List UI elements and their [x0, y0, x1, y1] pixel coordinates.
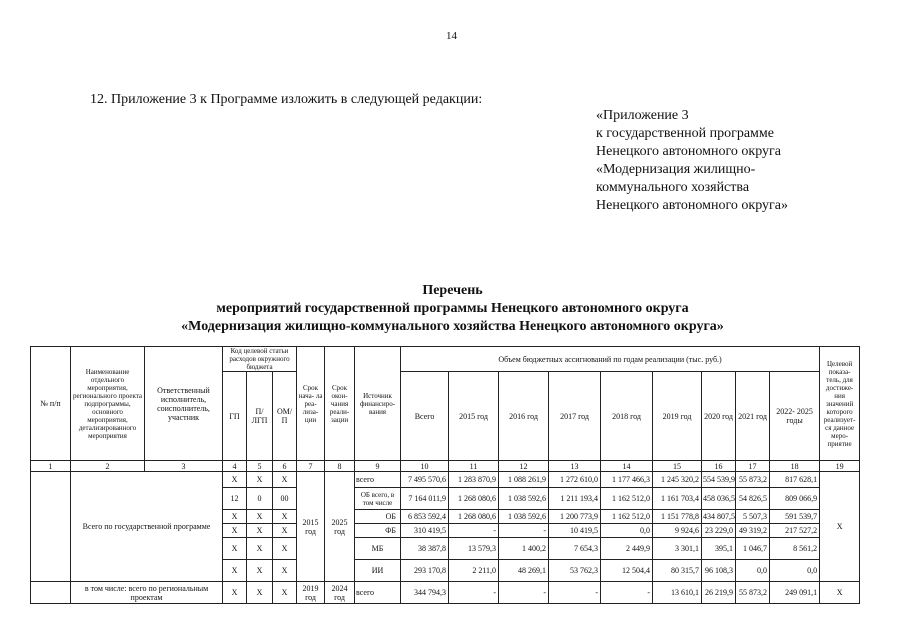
column-number: 9 — [355, 461, 401, 472]
value-cell: 38 387,8 — [401, 538, 449, 560]
pgp-code: X — [247, 538, 273, 560]
value-cell: 2 211,0 — [449, 560, 499, 582]
header-year: 2020 год — [702, 372, 736, 461]
column-number: 6 — [273, 461, 297, 472]
header-year: 2016 год — [499, 372, 549, 461]
value-cell: 1 046,7 — [736, 538, 770, 560]
value-cell: 5 507,3 — [736, 510, 770, 524]
gp-code: X — [223, 472, 247, 488]
end-year: 2024 год — [325, 582, 355, 604]
value-cell: 817 628,1 — [770, 472, 820, 488]
value-cell: 1 177 466,3 — [601, 472, 653, 488]
appendix-line: Ненецкого автономного округа» — [596, 198, 788, 213]
value-cell: 9 924,6 — [653, 524, 702, 538]
value-cell: - — [601, 582, 653, 604]
value-cell: 26 219,9 — [702, 582, 736, 604]
value-cell: 1 400,2 — [499, 538, 549, 560]
funding-source: всего — [355, 472, 401, 488]
target-indicator: X — [820, 472, 860, 582]
value-cell: 249 091,1 — [770, 582, 820, 604]
row-no — [31, 472, 71, 582]
value-cell: 395,1 — [702, 538, 736, 560]
value-cell: 1 283 870,9 — [449, 472, 499, 488]
header-gp: ГП — [223, 372, 247, 461]
value-cell: 809 066,9 — [770, 488, 820, 510]
gp-code: 12 — [223, 488, 247, 510]
table-row — [31, 582, 860, 604]
header-year: 2015 год — [449, 372, 499, 461]
header-end: Срок окон- чания реали- зации — [325, 347, 355, 461]
column-number: 13 — [549, 461, 601, 472]
value-cell: - — [449, 524, 499, 538]
value-cell: 96 108,3 — [702, 560, 736, 582]
value-cell: - — [549, 582, 601, 604]
column-number: 1 — [31, 461, 71, 472]
value-cell: 8 561,2 — [770, 538, 820, 560]
value-cell: 1 161 703,4 — [653, 488, 702, 510]
column-number: 18 — [770, 461, 820, 472]
value-cell: 458 036,5 — [702, 488, 736, 510]
value-cell: 554 539,9 — [702, 472, 736, 488]
value-cell: 344 794,3 — [401, 582, 449, 604]
header-target: Целевой показа- тель, для достиже- ния значений которого реализует- ся данное меро- приятие — [820, 347, 860, 461]
start-year: 2019 год — [297, 582, 325, 604]
value-cell: 1 038 592,6 — [499, 510, 549, 524]
column-number: 17 — [736, 461, 770, 472]
program-total-name: Всего по государственной программе — [71, 472, 223, 582]
omp-code: X — [273, 560, 297, 582]
funding-source: ОБ — [355, 510, 401, 524]
header-year: 2021 год — [736, 372, 770, 461]
start-year: 2015 год — [297, 472, 325, 582]
column-number: 8 — [325, 461, 355, 472]
header-kcsr: Код целевой статьи расходов окружного бюджета — [223, 347, 297, 372]
column-number: 19 — [820, 461, 860, 472]
header-total: Всего — [401, 372, 449, 461]
appendix-line: «Приложение 3 — [596, 108, 689, 123]
value-cell: 1 088 261,9 — [499, 472, 549, 488]
column-number: 12 — [499, 461, 549, 472]
value-cell: 7 495 570,6 — [401, 472, 449, 488]
column-number: 11 — [449, 461, 499, 472]
value-cell: 0,0 — [736, 560, 770, 582]
value-cell: 1 272 610,0 — [549, 472, 601, 488]
regional-projects-name: в том числе: всего по региональным проектам — [71, 582, 223, 604]
value-cell: 217 527,2 — [770, 524, 820, 538]
header-omp: ОМ/ П — [273, 372, 297, 461]
column-number: 3 — [145, 461, 223, 472]
funding-source: всего — [355, 582, 401, 604]
column-number: 2 — [71, 461, 145, 472]
value-cell: 0,0 — [770, 560, 820, 582]
omp-code: X — [273, 582, 297, 604]
gp-code: X — [223, 560, 247, 582]
value-cell: 1 162 512,0 — [601, 488, 653, 510]
numbering-row — [31, 461, 860, 472]
value-cell: 1 211 193,4 — [549, 488, 601, 510]
column-number: 7 — [297, 461, 325, 472]
value-cell: 10 419,5 — [549, 524, 601, 538]
appendix-line: «Модернизация жилищно- — [596, 162, 756, 177]
value-cell: 434 807,5 — [702, 510, 736, 524]
value-cell: 1 245 320,2 — [653, 472, 702, 488]
column-number: 15 — [653, 461, 702, 472]
appendix-line: коммунального хозяйства — [596, 180, 750, 195]
omp-code: X — [273, 538, 297, 560]
column-number: 4 — [223, 461, 247, 472]
header-name: Наименование отдельного мероприятия, регионального проекта подпрограммы, основного мероприятия, детализированного мероприятия — [71, 347, 145, 461]
value-cell: 1 038 592,6 — [499, 488, 549, 510]
funding-source: ИИ — [355, 560, 401, 582]
value-cell: 0,0 — [601, 524, 653, 538]
funding-source: МБ — [355, 538, 401, 560]
pgp-code: X — [247, 472, 273, 488]
gp-code: X — [223, 538, 247, 560]
column-number: 14 — [601, 461, 653, 472]
header-budget: Объем бюджетных ассигнований по годам реализации (тыс. руб.) — [401, 347, 820, 372]
appendix-line: к государственной программе — [596, 126, 774, 141]
value-cell: 293 170,8 — [401, 560, 449, 582]
pgp-code: 0 — [247, 488, 273, 510]
header-year: 2017 год — [549, 372, 601, 461]
column-number: 5 — [247, 461, 273, 472]
header-start: Срок нача- ла реа- лиза- ции — [297, 347, 325, 461]
header-executor: Ответственный исполнитель, соисполнитель, участник — [145, 347, 223, 461]
header-year: 2019 год — [653, 372, 702, 461]
header-source: Источник финансиро- вания — [355, 347, 401, 461]
value-cell: 1 162 512,0 — [601, 510, 653, 524]
table-row — [31, 472, 860, 488]
value-cell: 591 539,7 — [770, 510, 820, 524]
measures-table — [30, 346, 860, 604]
value-cell: 1 268 080,6 — [449, 488, 499, 510]
header-year: 2022- 2025 годы — [770, 372, 820, 461]
value-cell: 13 610,1 — [653, 582, 702, 604]
value-cell: 310 419,5 — [401, 524, 449, 538]
value-cell: 55 873,2 — [736, 582, 770, 604]
value-cell: 1 268 080,6 — [449, 510, 499, 524]
value-cell: 12 504,4 — [601, 560, 653, 582]
title-line: мероприятий государственной программы Ненецкого автономного округа — [216, 301, 689, 316]
funding-source: ОБ всего, в том числе — [355, 488, 401, 510]
value-cell: 2 449,9 — [601, 538, 653, 560]
value-cell: 54 826,5 — [736, 488, 770, 510]
value-cell: 7 164 011,9 — [401, 488, 449, 510]
column-number: 16 — [702, 461, 736, 472]
value-cell: 55 873,2 — [736, 472, 770, 488]
gp-code: X — [223, 582, 247, 604]
value-cell: - — [499, 524, 549, 538]
value-cell: 1 200 773,9 — [549, 510, 601, 524]
value-cell: 7 654,3 — [549, 538, 601, 560]
value-cell: 23 229,0 — [702, 524, 736, 538]
value-cell: 53 762,3 — [549, 560, 601, 582]
header-year: 2018 год — [601, 372, 653, 461]
value-cell: 80 315,7 — [653, 560, 702, 582]
pgp-code: X — [247, 560, 273, 582]
page-number: 14 — [446, 30, 457, 42]
omp-code: 00 — [273, 488, 297, 510]
row-no — [31, 582, 71, 604]
appendix-line: Ненецкого автономного округа — [596, 144, 781, 159]
gp-code: X — [223, 524, 247, 538]
pgp-code: X — [247, 510, 273, 524]
value-cell: - — [499, 582, 549, 604]
funding-source: ФБ — [355, 524, 401, 538]
title-line: «Модернизация жилищно-коммунального хозяйства Ненецкого автономного округа» — [181, 319, 724, 334]
end-year: 2025 год — [325, 472, 355, 582]
value-cell: 3 301,1 — [653, 538, 702, 560]
value-cell: 49 319,2 — [736, 524, 770, 538]
omp-code: X — [273, 472, 297, 488]
column-number: 10 — [401, 461, 449, 472]
pgp-code: X — [247, 524, 273, 538]
header-pgp: П/ЛГП — [247, 372, 273, 461]
gp-code: X — [223, 510, 247, 524]
omp-code: X — [273, 510, 297, 524]
value-cell: 13 579,3 — [449, 538, 499, 560]
document-title — [0, 282, 905, 336]
target-indicator: X — [820, 582, 860, 604]
appendix-heading — [596, 107, 788, 215]
value-cell: 48 269,1 — [499, 560, 549, 582]
pgp-code: X — [247, 582, 273, 604]
omp-code: X — [273, 524, 297, 538]
value-cell: 6 853 592,4 — [401, 510, 449, 524]
header-no: № п/п — [31, 347, 71, 461]
value-cell: 1 151 778,8 — [653, 510, 702, 524]
title-line: Перечень — [422, 283, 483, 298]
value-cell: - — [449, 582, 499, 604]
instruction-text: 12. Приложение 3 к Программе изложить в следующей редакции: — [90, 92, 483, 107]
